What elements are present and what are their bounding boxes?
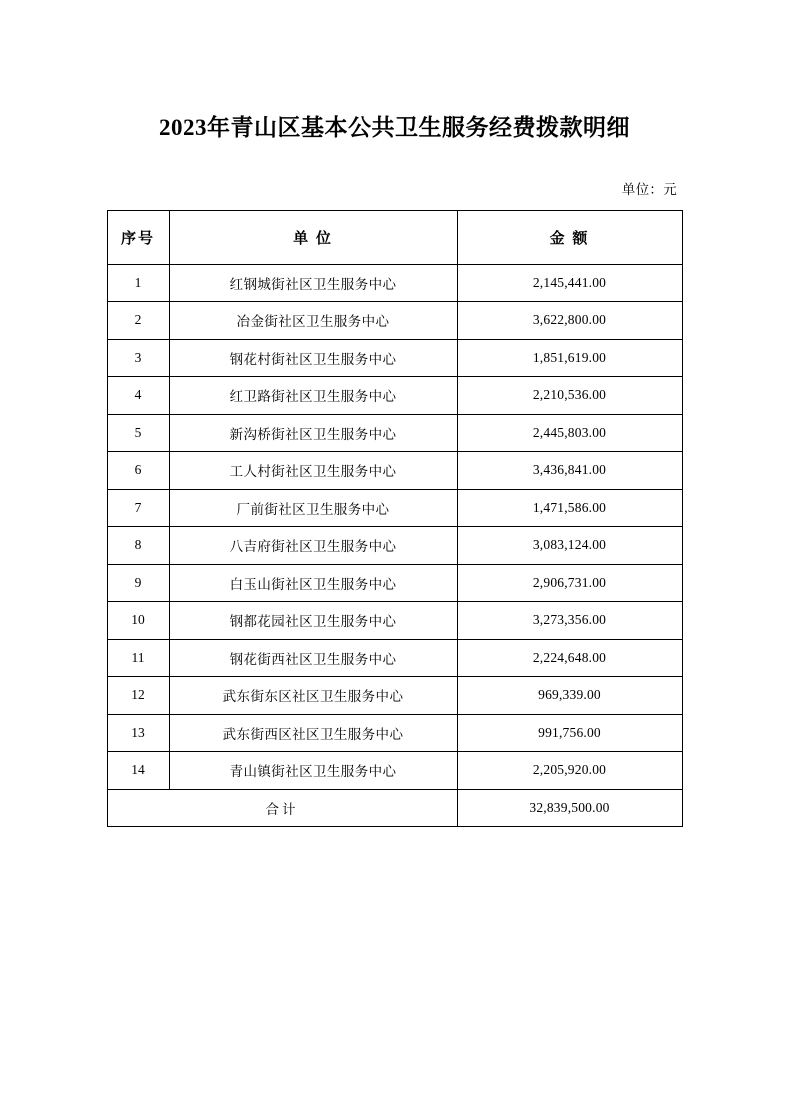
cell-no: 6 <box>107 452 169 490</box>
cell-amount: 3,273,356.00 <box>457 602 682 640</box>
bottom-spacer <box>0 827 789 847</box>
cell-unit: 红卫路街社区卫生服务中心 <box>169 377 457 415</box>
column-header-no: 序号 <box>107 210 169 264</box>
cell-unit: 青山镇街社区卫生服务中心 <box>169 752 457 790</box>
table-row <box>107 752 682 790</box>
table-row <box>107 414 682 452</box>
funding-detail-table <box>107 210 683 828</box>
cell-unit: 武东街东区社区卫生服务中心 <box>169 677 457 715</box>
cell-amount: 2,445,803.00 <box>457 414 682 452</box>
page-title: 2023年青山区基本公共卫生服务经费拨款明细 <box>159 115 630 140</box>
cell-amount: 969,339.00 <box>457 677 682 715</box>
cell-no: 14 <box>107 752 169 790</box>
cell-no: 12 <box>107 677 169 715</box>
cell-amount: 3,622,800.00 <box>457 302 682 340</box>
cell-no: 4 <box>107 377 169 415</box>
cell-amount: 2,906,731.00 <box>457 564 682 602</box>
table-row <box>107 264 682 302</box>
cell-no: 2 <box>107 302 169 340</box>
unit-note: 单位：元 <box>621 181 677 197</box>
cell-amount: 1,851,619.00 <box>457 339 682 377</box>
column-header-amount: 金 额 <box>457 210 682 264</box>
cell-no: 9 <box>107 564 169 602</box>
table-row <box>107 452 682 490</box>
cell-no: 10 <box>107 602 169 640</box>
cell-unit: 钢花街西社区卫生服务中心 <box>169 639 457 677</box>
cell-unit: 新沟桥街社区卫生服务中心 <box>169 414 457 452</box>
cell-amount: 3,083,124.00 <box>457 527 682 565</box>
table-row <box>107 527 682 565</box>
table-row <box>107 677 682 715</box>
cell-amount: 1,471,586.00 <box>457 489 682 527</box>
total-label: 合计 <box>107 789 457 827</box>
cell-unit: 工人村街社区卫生服务中心 <box>169 452 457 490</box>
column-header-unit: 单 位 <box>169 210 457 264</box>
cell-unit: 武东街西区社区卫生服务中心 <box>169 714 457 752</box>
cell-no: 5 <box>107 414 169 452</box>
cell-amount: 2,205,920.00 <box>457 752 682 790</box>
cell-unit: 冶金街社区卫生服务中心 <box>169 302 457 340</box>
total-amount: 32,839,500.00 <box>457 789 682 827</box>
table-row <box>107 377 682 415</box>
cell-unit: 红钢城街社区卫生服务中心 <box>169 264 457 302</box>
table-header-row <box>107 210 682 264</box>
cell-no: 1 <box>107 264 169 302</box>
cell-unit: 钢花村街社区卫生服务中心 <box>169 339 457 377</box>
table-body <box>107 264 682 827</box>
cell-no: 7 <box>107 489 169 527</box>
cell-amount: 991,756.00 <box>457 714 682 752</box>
table-row <box>107 339 682 377</box>
table-row <box>107 602 682 640</box>
cell-unit: 钢都花园社区卫生服务中心 <box>169 602 457 640</box>
table-row <box>107 714 682 752</box>
table-row <box>107 639 682 677</box>
cell-amount: 2,210,536.00 <box>457 377 682 415</box>
cell-unit: 厂前街社区卫生服务中心 <box>169 489 457 527</box>
table-total-row <box>107 789 682 827</box>
cell-amount: 2,224,648.00 <box>457 639 682 677</box>
cell-no: 8 <box>107 527 169 565</box>
cell-no: 3 <box>107 339 169 377</box>
table-row <box>107 489 682 527</box>
cell-unit: 八吉府街社区卫生服务中心 <box>169 527 457 565</box>
cell-amount: 2,145,441.00 <box>457 264 682 302</box>
cell-amount: 3,436,841.00 <box>457 452 682 490</box>
cell-unit: 白玉山街社区卫生服务中心 <box>169 564 457 602</box>
table-row <box>107 564 682 602</box>
cell-no: 11 <box>107 639 169 677</box>
cell-no: 13 <box>107 714 169 752</box>
table-row <box>107 302 682 340</box>
